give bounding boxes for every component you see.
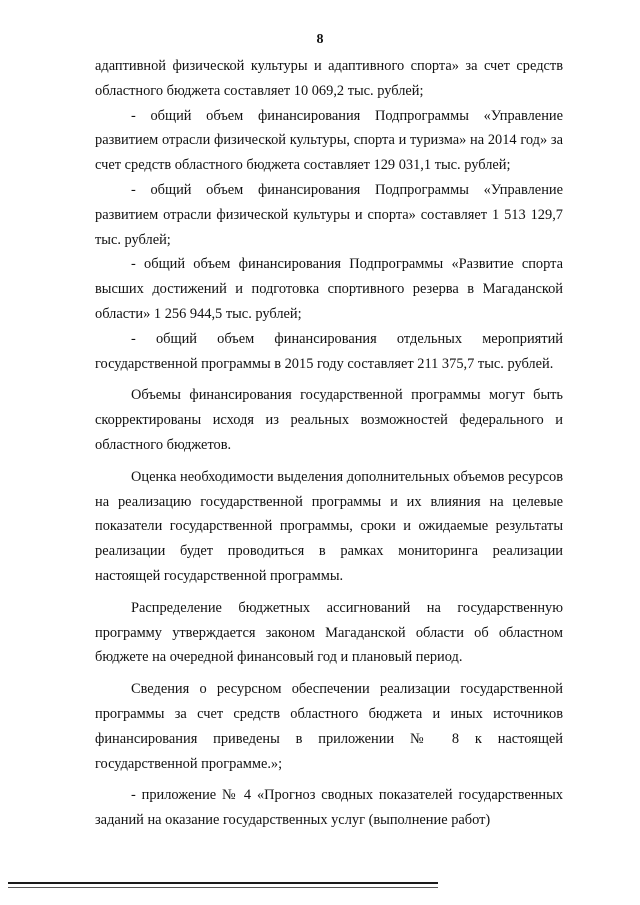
page-number: 8 [316, 32, 324, 47]
paragraph-funding-adjustment: Объемы финансирования государственной программы могут быть скорректированы исходя из реальных возможностей федерального и областного бюджетов. [95, 387, 563, 453]
paragraph-appendix-4: - приложение № 4 «Прогноз сводных показателей государственных заданий на оказание государственных услуг (выполнение работ) [95, 787, 563, 829]
document-body [95, 54, 563, 833]
paragraph-item-sports-tourism: - общий объем финансирования Подпрограммы «Управление развитием отрасли физической культуры, спорта и туризма» на 2014 год» за счет средств областного бюджета составляет 129 031,1 тыс. рублей; [95, 107, 563, 174]
paragraph-item-sports-management: - общий объем финансирования Подпрограммы «Управление развитием отрасли физической культуры и спорта» составляет 1 513 129,7 тыс. рублей; [95, 181, 563, 248]
footer-rule-thin [8, 887, 438, 888]
paragraph-resource-info: Сведения о ресурсном обеспечении реализации государственной программы за счет средств областного бюджета и иных источников финансирования приведены в приложении № 8 к настоящей государственной программе.»; [95, 681, 563, 772]
paragraph-budget-allocation: Распределение бюджетных ассигнований на государственную программу утверждается законом Магаданской области об областном бюджете на очередной финансовый год и плановый период. [95, 599, 563, 666]
footer-rule [8, 882, 438, 884]
paragraph-item-high-achievement: - общий объем финансирования Подпрограммы «Развитие спорта высших достижений и подготовка спортивного резерва в Магаданской области» 1 256 944,5 тыс. рублей; [95, 256, 563, 322]
paragraph-assessment: Оценка необходимости выделения дополнительных объемов ресурсов на реализацию государственной программы и их влияния на целевые показатели государственной программы, сроки и ожидаемые результаты реализации будет проводиться в рамках мониторинга реализации настоящей государственной программы. [95, 468, 563, 584]
paragraph-item-separate-measures: - общий объем финансирования отдельных мероприятий государственной программы в 2015 году составляет 211 375,7 тыс. рублей. [95, 330, 563, 372]
paragraph-continuation: адаптивной физической культуры и адаптивного спорта» за счет средств областного бюджета составляет 10 069,2 тыс. рублей; [95, 58, 563, 99]
